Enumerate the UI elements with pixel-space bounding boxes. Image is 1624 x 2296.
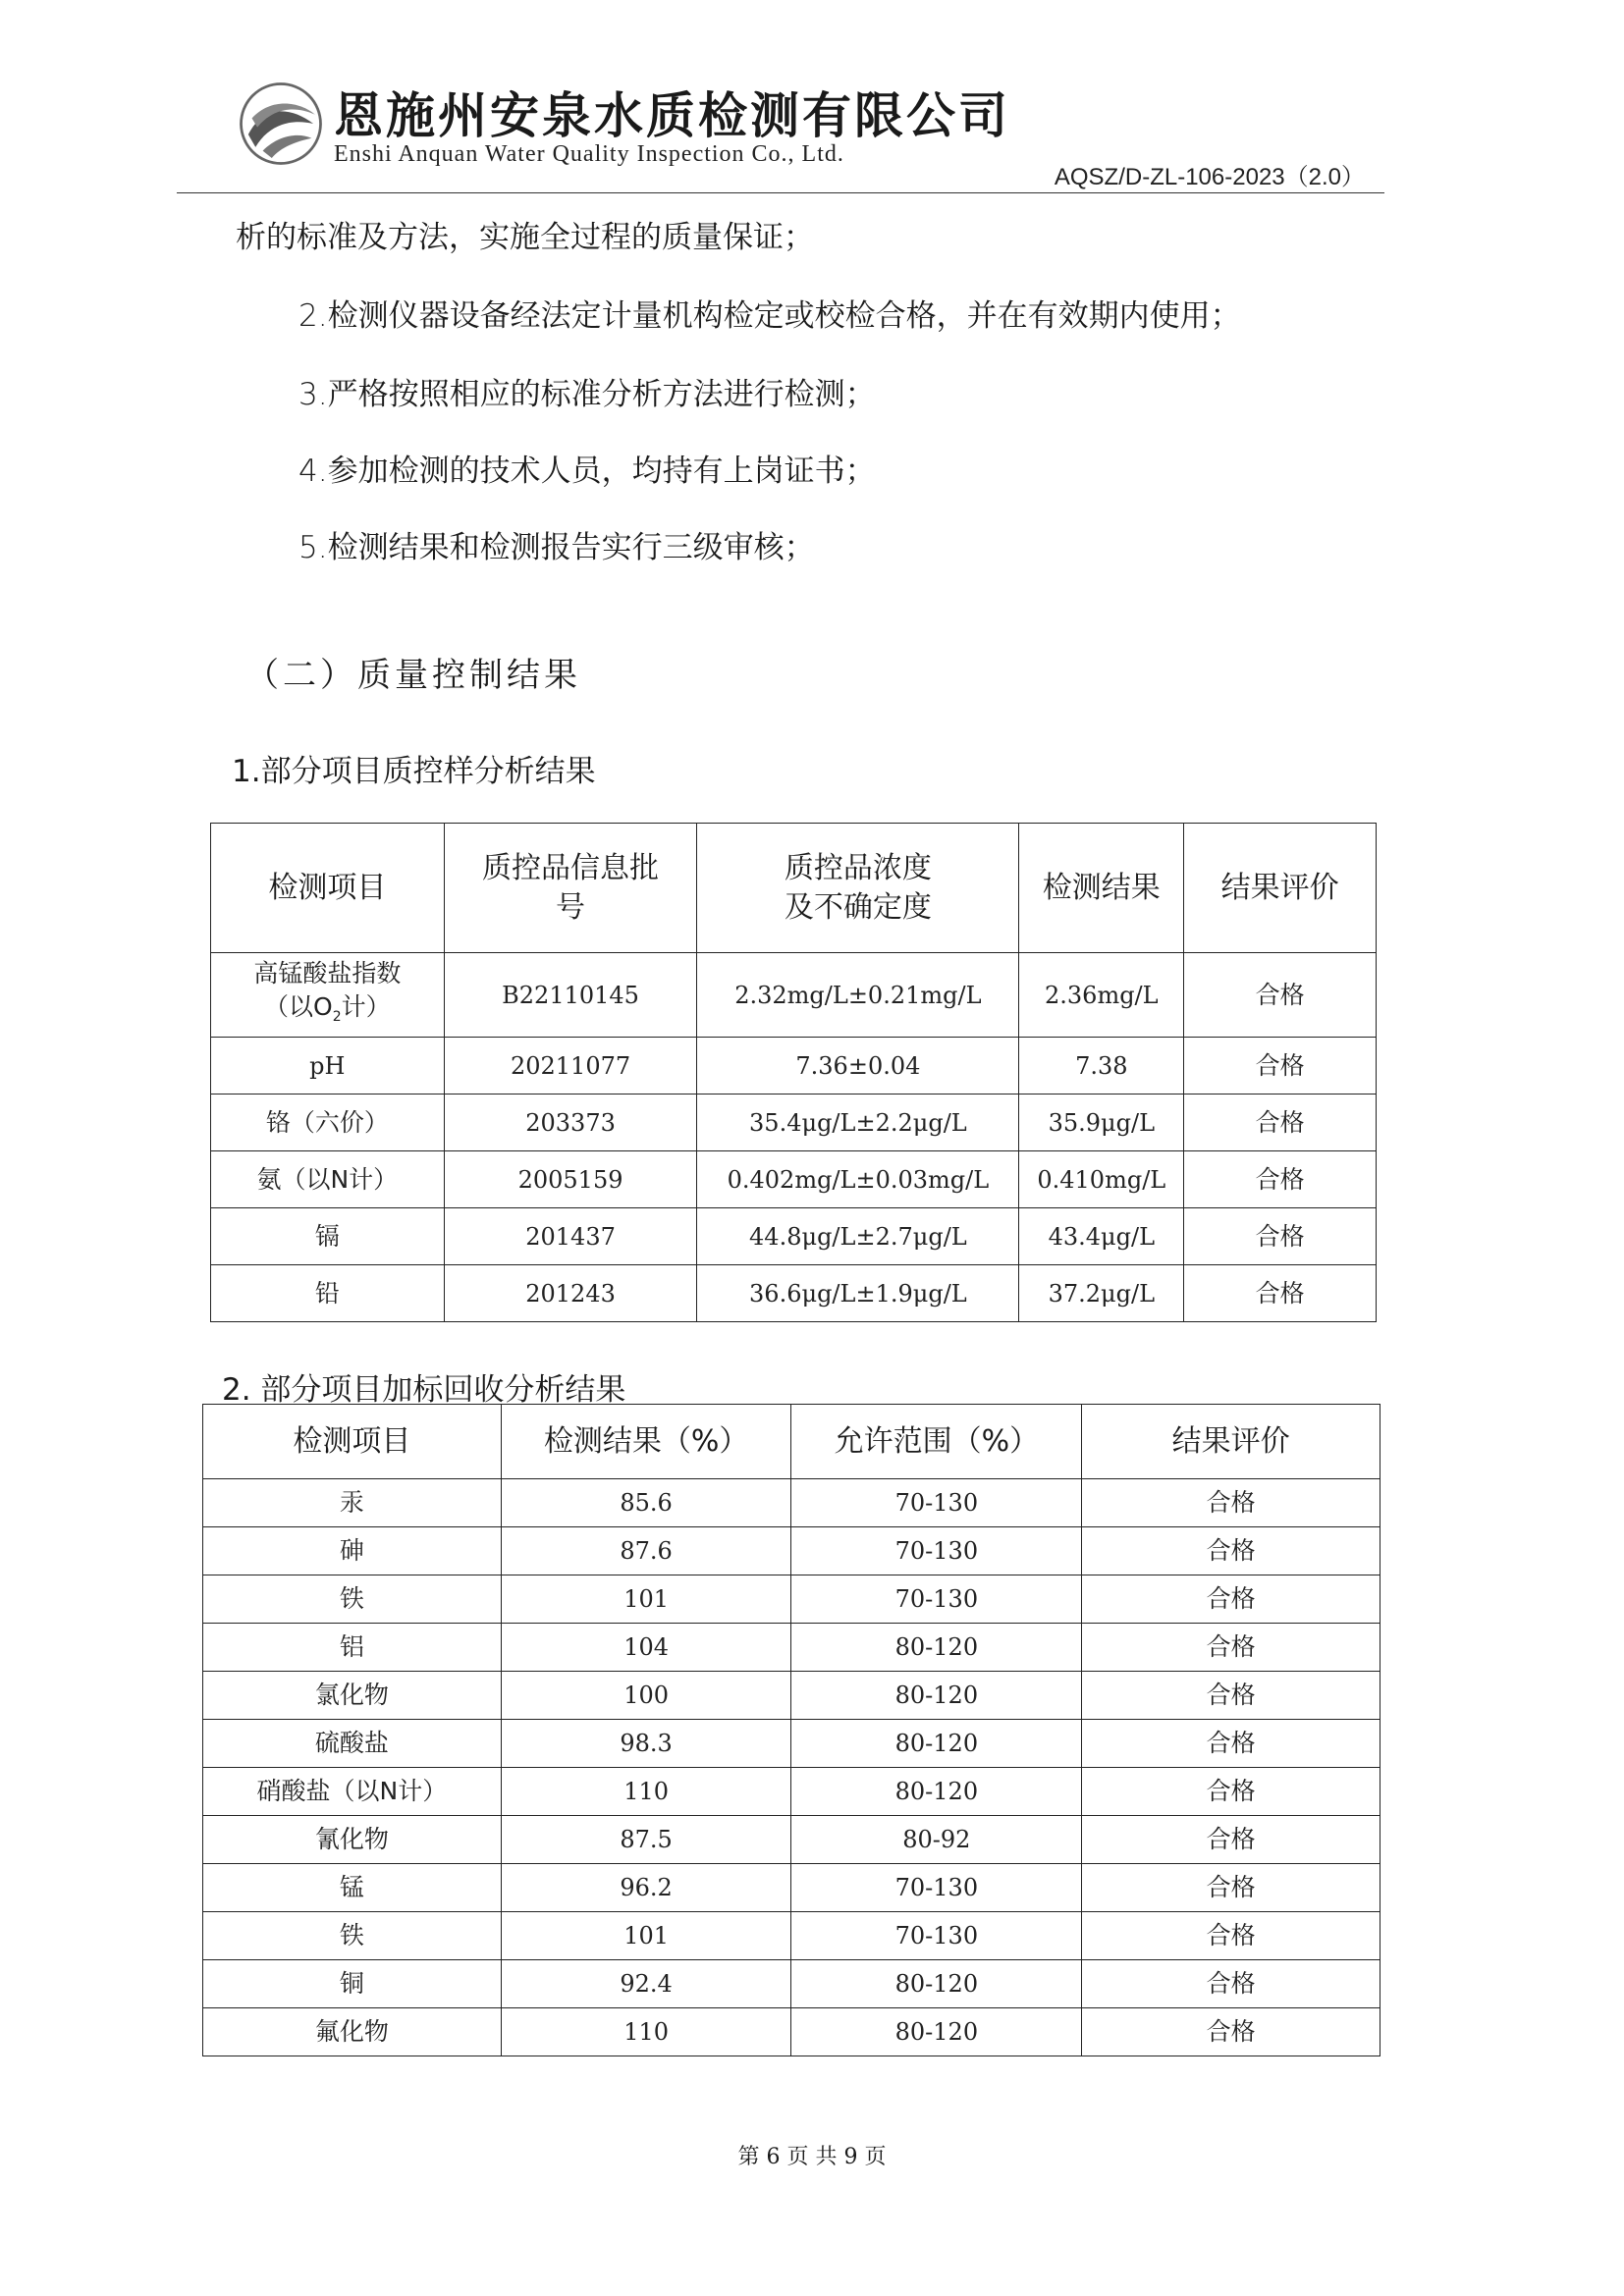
table-row bbox=[203, 1864, 1380, 1912]
table-cell: 7.38 bbox=[1019, 1038, 1184, 1095]
paragraph-line: 4.参加检测的技术人员，均持有上岗证书； bbox=[298, 454, 876, 489]
table-cell: 70-130 bbox=[791, 1575, 1082, 1624]
paragraph-line: 5.检测结果和检测报告实行三级审核； bbox=[298, 530, 815, 565]
table-cell: 锰 bbox=[203, 1864, 502, 1912]
table-cell: 合格 bbox=[1082, 1864, 1380, 1912]
table-cell: 合格 bbox=[1184, 1208, 1377, 1265]
table-cell: 铁 bbox=[203, 1575, 502, 1624]
column-header: 检测结果（%） bbox=[501, 1405, 791, 1479]
table-cell: 201437 bbox=[444, 1208, 697, 1265]
column-header: 质控品信息批 号 bbox=[444, 824, 697, 953]
company-logo-icon bbox=[236, 79, 326, 169]
table-cell: 合格 bbox=[1082, 1960, 1380, 2008]
section-title: （二）质量控制结果 bbox=[245, 656, 581, 695]
table-row bbox=[203, 1912, 1380, 1960]
table-cell: 203373 bbox=[444, 1095, 697, 1151]
table-cell: 101 bbox=[501, 1912, 791, 1960]
table-cell: 80-120 bbox=[791, 2008, 1082, 2056]
table-cell: 201243 bbox=[444, 1265, 697, 1322]
table-cell: 80-120 bbox=[791, 1768, 1082, 1816]
table-cell: 35.4μg/L±2.2μg/L bbox=[697, 1095, 1019, 1151]
table-cell: B22110145 bbox=[444, 953, 697, 1038]
table-cell: 合格 bbox=[1082, 1672, 1380, 1720]
page-number: 第 6 页 共 9 页 bbox=[737, 2145, 887, 2169]
table-cell: 合格 bbox=[1082, 2008, 1380, 2056]
table-cell: 合格 bbox=[1184, 1038, 1377, 1095]
table1-title: 1.部分项目质控样分析结果 bbox=[232, 754, 596, 789]
table-cell: 合格 bbox=[1082, 1624, 1380, 1672]
table-cell: 2.32mg/L±0.21mg/L bbox=[697, 953, 1019, 1038]
column-header: 结果评价 bbox=[1184, 824, 1377, 953]
table-row bbox=[203, 1960, 1380, 2008]
column-header: 检测结果 bbox=[1019, 824, 1184, 953]
table-cell: 80-120 bbox=[791, 1672, 1082, 1720]
table-cell: 37.2μg/L bbox=[1019, 1265, 1184, 1322]
column-header: 结果评价 bbox=[1082, 1405, 1380, 1479]
spike-recovery-table bbox=[202, 1404, 1380, 2056]
table2-title: 2. 部分项目加标回收分析结果 bbox=[222, 1372, 626, 1408]
qc-sample-table bbox=[210, 823, 1377, 1322]
table-cell: 36.6μg/L±1.9μg/L bbox=[697, 1265, 1019, 1322]
table-cell: 砷 bbox=[203, 1527, 502, 1575]
table-cell: 110 bbox=[501, 1768, 791, 1816]
table-cell: 高锰酸盐指数 （以$O_2$计） bbox=[211, 953, 445, 1038]
table-cell: 87.5 bbox=[501, 1816, 791, 1864]
table-cell: 硝酸盐（以N计） bbox=[203, 1768, 502, 1816]
table-cell: 85.6 bbox=[501, 1479, 791, 1527]
table-cell: 镉 bbox=[211, 1208, 445, 1265]
table-cell: 合格 bbox=[1184, 953, 1377, 1038]
table-row bbox=[211, 953, 1377, 1038]
table-cell: 43.4μg/L bbox=[1019, 1208, 1184, 1265]
header-divider bbox=[177, 192, 1384, 193]
table-cell: 2.36mg/L bbox=[1019, 953, 1184, 1038]
paragraph-line: 3.严格按照相应的标准分析方法进行检测； bbox=[298, 377, 876, 412]
table-row bbox=[203, 1575, 1380, 1624]
table-row bbox=[203, 1624, 1380, 1672]
column-header: 检测项目 bbox=[211, 824, 445, 953]
table-cell: 合格 bbox=[1082, 1527, 1380, 1575]
table-cell: 80-120 bbox=[791, 1624, 1082, 1672]
table-cell: 101 bbox=[501, 1575, 791, 1624]
table-cell: 104 bbox=[501, 1624, 791, 1672]
document-code: AQSZ/D-ZL-106-2023（2.0） bbox=[1054, 164, 1365, 190]
company-name-en: Enshi Anquan Water Quality Inspection Co., Ltd. bbox=[334, 141, 844, 167]
table-cell: 合格 bbox=[1082, 1575, 1380, 1624]
table-cell: 氯化物 bbox=[203, 1672, 502, 1720]
paragraph-line: 2.检测仪器设备经法定计量机构检定或校检合格，并在有效期内使用； bbox=[298, 298, 1241, 334]
table-cell: 合格 bbox=[1184, 1095, 1377, 1151]
table-row bbox=[203, 1672, 1380, 1720]
company-name-cn: 恩施州安泉水质检测有限公司 bbox=[334, 86, 1010, 144]
table-cell: 铜 bbox=[203, 1960, 502, 2008]
table-row bbox=[211, 1038, 1377, 1095]
table-cell: 2005159 bbox=[444, 1151, 697, 1208]
table-cell: 70-130 bbox=[791, 1864, 1082, 1912]
table-cell: pH bbox=[211, 1038, 445, 1095]
table-cell: 合格 bbox=[1082, 1768, 1380, 1816]
table-cell: 96.2 bbox=[501, 1864, 791, 1912]
table-cell: 44.8μg/L±2.7μg/L bbox=[697, 1208, 1019, 1265]
table-row bbox=[211, 1208, 1377, 1265]
paragraph-line: 析的标准及方法，实施全过程的质量保证； bbox=[236, 220, 814, 255]
table-cell: 70-130 bbox=[791, 1527, 1082, 1575]
column-header: 允许范围（%） bbox=[791, 1405, 1082, 1479]
table-cell: 35.9μg/L bbox=[1019, 1095, 1184, 1151]
table-cell: 铁 bbox=[203, 1912, 502, 1960]
table-cell: 铅 bbox=[211, 1265, 445, 1322]
table-cell: 硫酸盐 bbox=[203, 1720, 502, 1768]
table-cell: 0.402mg/L±0.03mg/L bbox=[697, 1151, 1019, 1208]
table-cell: 氟化物 bbox=[203, 2008, 502, 2056]
table-row bbox=[211, 1265, 1377, 1322]
table-cell: 合格 bbox=[1082, 1912, 1380, 1960]
table-cell: 80-92 bbox=[791, 1816, 1082, 1864]
table-cell: 110 bbox=[501, 2008, 791, 2056]
table-row bbox=[203, 1768, 1380, 1816]
table-cell: 铬（六价） bbox=[211, 1095, 445, 1151]
table-cell: 合格 bbox=[1082, 1479, 1380, 1527]
table-header-row bbox=[203, 1405, 1380, 1479]
table-cell: 合格 bbox=[1082, 1720, 1380, 1768]
table-cell: 20211077 bbox=[444, 1038, 697, 1095]
table-header-row bbox=[211, 824, 1377, 953]
table-cell: 汞 bbox=[203, 1479, 502, 1527]
table-cell: 92.4 bbox=[501, 1960, 791, 2008]
table-cell: 98.3 bbox=[501, 1720, 791, 1768]
table-cell: 80-120 bbox=[791, 1720, 1082, 1768]
table-cell: 合格 bbox=[1184, 1151, 1377, 1208]
table-cell: 70-130 bbox=[791, 1912, 1082, 1960]
table-row bbox=[203, 1720, 1380, 1768]
table-row bbox=[203, 1816, 1380, 1864]
table-cell: 7.36±0.04 bbox=[697, 1038, 1019, 1095]
table-cell: 铝 bbox=[203, 1624, 502, 1672]
table-cell: 87.6 bbox=[501, 1527, 791, 1575]
table-cell: 氨（以N计） bbox=[211, 1151, 445, 1208]
column-header: 检测项目 bbox=[203, 1405, 502, 1479]
column-header: 质控品浓度 及不确定度 bbox=[697, 824, 1019, 953]
table-row bbox=[203, 2008, 1380, 2056]
table-row bbox=[211, 1095, 1377, 1151]
table-cell: 合格 bbox=[1082, 1816, 1380, 1864]
table-cell: 0.410mg/L bbox=[1019, 1151, 1184, 1208]
table-cell: 80-120 bbox=[791, 1960, 1082, 2008]
table-cell: 合格 bbox=[1184, 1265, 1377, 1322]
table-cell: 氰化物 bbox=[203, 1816, 502, 1864]
table-cell: 100 bbox=[501, 1672, 791, 1720]
table-row bbox=[211, 1151, 1377, 1208]
letterhead bbox=[236, 71, 1384, 188]
table-row bbox=[203, 1479, 1380, 1527]
table-cell: 70-130 bbox=[791, 1479, 1082, 1527]
table-row bbox=[203, 1527, 1380, 1575]
